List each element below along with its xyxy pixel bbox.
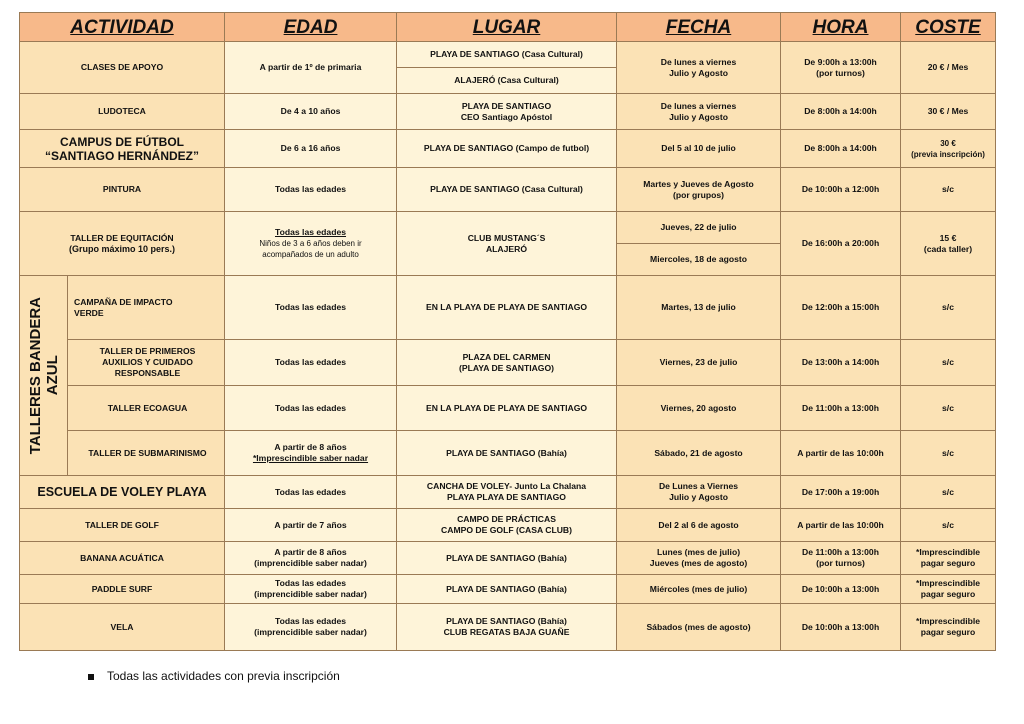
date-cell: De lunes a viernes Julio y Agosto xyxy=(617,94,781,130)
activity-name: CLASES DE APOYO xyxy=(20,42,225,94)
place-cell: CLUB MUSTANG´S ALAJERÓ xyxy=(397,212,617,276)
time-cell: De 8:00h a 14:00h xyxy=(781,94,901,130)
place-cell: CANCHA DE VOLEY- Junto La Chalana PLAYA PLAYA DE SANTIAGO xyxy=(397,476,617,509)
activity-name: TALLER DE GOLF xyxy=(20,509,225,542)
group-label: TALLERES BANDERA AZUL xyxy=(26,296,61,455)
age-cell xyxy=(225,431,397,476)
footnote-text: Todas las actividades con previa inscripción xyxy=(107,669,340,683)
date-cell: Viernes, 20 agosto xyxy=(617,386,781,431)
activity-name: PINTURA xyxy=(20,168,225,212)
activity-name: CAMPUS DE FÚTBOL “SANTIAGO HERNÁNDEZ” xyxy=(20,130,225,168)
cost-cell: *Imprescindible pagar seguro xyxy=(901,542,996,575)
age-text: Todas las edades xyxy=(275,227,347,237)
time-cell: De 10:00h a 12:00h xyxy=(781,168,901,212)
header-lugar: LUGAR xyxy=(397,13,617,42)
time-cell: De 11:00h a 13:00h (por turnos) xyxy=(781,542,901,575)
date-cell: Martes y Jueves de Agosto (por grupos) xyxy=(617,168,781,212)
date-cell: Sábado, 21 de agosto xyxy=(617,431,781,476)
time-cell: De 11:00h a 13:00h xyxy=(781,386,901,431)
date-cell: Jueves, 22 de julio xyxy=(617,212,781,244)
age-cell: Todas las edades xyxy=(225,276,397,340)
cost-cell: s/c xyxy=(901,340,996,386)
activity-name: TALLER ECOAGUA xyxy=(68,386,225,431)
cost-cell: 15 € (cada taller) xyxy=(901,212,996,276)
place-cell: PLAYA DE SANTIAGO (Casa Cultural) xyxy=(397,42,617,68)
time-cell: De 13:00h a 14:00h xyxy=(781,340,901,386)
cost-cell: s/c xyxy=(901,509,996,542)
age-cell: Todas las edades xyxy=(225,168,397,212)
place-cell: ALAJERÓ (Casa Cultural) xyxy=(397,68,617,94)
age-cell: Todas las edades (imprencidible saber nadar) xyxy=(225,575,397,604)
header-edad: EDAD xyxy=(225,13,397,42)
date-cell: Miercoles, 18 de agosto xyxy=(617,244,781,276)
place-cell: PLAZA DEL CARMEN (PLAYA DE SANTIAGO) xyxy=(397,340,617,386)
age-text: A partir de 8 años xyxy=(274,442,347,452)
date-cell: Lunes (mes de julio) Jueves (mes de agosto) xyxy=(617,542,781,575)
cost-cell: 30 € / Mes xyxy=(901,94,996,130)
header-coste: COSTE xyxy=(901,13,996,42)
date-cell: Viernes, 23 de julio xyxy=(617,340,781,386)
place-cell: PLAYA DE SANTIAGO CEO Santiago Apóstol xyxy=(397,94,617,130)
age-cell xyxy=(225,212,397,276)
age-cell: A partir de 8 años (imprencidible saber nadar) xyxy=(225,542,397,575)
place-cell: PLAYA DE SANTIAGO (Bahía) xyxy=(397,542,617,575)
place-cell: PLAYA DE SANTIAGO (Bahía) xyxy=(397,431,617,476)
age-cell: De 6 a 16 años xyxy=(225,130,397,168)
activity-name: TALLER DE SUBMARINISMO xyxy=(68,431,225,476)
cost-cell: 30 € (previa inscripción) xyxy=(901,130,996,168)
group-label-cell xyxy=(20,276,68,476)
header-fecha: FECHA xyxy=(617,13,781,42)
cost-cell: s/c xyxy=(901,431,996,476)
age-note: *Imprescindible saber nadar xyxy=(252,453,369,463)
age-cell: A partir de 7 años xyxy=(225,509,397,542)
bullet-icon xyxy=(88,674,94,680)
activity-name: TALLER DE PRIMEROS AUXILIOS Y CUIDADO RESPONSABLE xyxy=(68,340,225,386)
activity-name: LUDOTECA xyxy=(20,94,225,130)
age-cell: De 4 a 10 años xyxy=(225,94,397,130)
date-cell: De lunes a viernes Julio y Agosto xyxy=(617,42,781,94)
date-cell: Del 5 al 10 de julio xyxy=(617,130,781,168)
activity-name: BANANA ACUÁTICA xyxy=(20,542,225,575)
age-cell: Todas las edades xyxy=(225,340,397,386)
time-cell: De 16:00h a 20:00h xyxy=(781,212,901,276)
activity-name: PADDLE SURF xyxy=(20,575,225,604)
activity-name: TALLER DE EQUITACIÓN xyxy=(70,232,174,243)
cost-cell: s/c xyxy=(901,168,996,212)
cost-cell: s/c xyxy=(901,386,996,431)
activity-subtitle: (Grupo máximo 10 pers.) xyxy=(68,243,176,254)
time-cell: De 8:00h a 14:00h xyxy=(781,130,901,168)
activity-name: ESCUELA DE VOLEY PLAYA xyxy=(20,476,225,509)
activities-table xyxy=(19,12,996,651)
date-cell: Sábados (mes de agosto) xyxy=(617,604,781,651)
cost-cell: 20 € / Mes xyxy=(901,42,996,94)
place-cell: PLAYA DE SANTIAGO (Bahía) xyxy=(397,575,617,604)
footnote xyxy=(88,669,340,683)
cost-cell: s/c xyxy=(901,276,996,340)
time-cell: De 10:00h a 13:00h xyxy=(781,575,901,604)
time-cell: A partir de las 10:00h xyxy=(781,509,901,542)
date-cell: Del 2 al 6 de agosto xyxy=(617,509,781,542)
cost-cell: *Imprescindible pagar seguro xyxy=(901,575,996,604)
age-cell: Todas las edades (imprencidible saber nadar) xyxy=(225,604,397,651)
place-cell: PLAYA DE SANTIAGO (Campo de futbol) xyxy=(397,130,617,168)
date-cell: De Lunes a Viernes Julio y Agosto xyxy=(617,476,781,509)
activity-name: VELA xyxy=(20,604,225,651)
cost-cell: s/c xyxy=(901,476,996,509)
time-cell: De 9:00h a 13:00h (por turnos) xyxy=(781,42,901,94)
date-cell: Martes, 13 de julio xyxy=(617,276,781,340)
place-cell: EN LA PLAYA DE PLAYA DE SANTIAGO xyxy=(397,276,617,340)
age-cell: A partir de 1º de primaria xyxy=(225,42,397,94)
activity-name: CAMPAÑA DE IMPACTO VERDE xyxy=(68,276,225,340)
age-cell: Todas las edades xyxy=(225,386,397,431)
time-cell: De 12:00h a 15:00h xyxy=(781,276,901,340)
age-note: Niños de 3 a 6 años deben ir acompañados de un adulto xyxy=(259,239,362,259)
activity-cell xyxy=(20,212,225,276)
age-cell: Todas las edades xyxy=(225,476,397,509)
time-cell: De 17:00h a 19:00h xyxy=(781,476,901,509)
place-cell: CAMPO DE PRÁCTICAS CAMPO DE GOLF (CASA CLUB) xyxy=(397,509,617,542)
place-cell: PLAYA DE SANTIAGO (Casa Cultural) xyxy=(397,168,617,212)
header-hora: HORA xyxy=(781,13,901,42)
date-cell: Miércoles (mes de julio) xyxy=(617,575,781,604)
place-cell: EN LA PLAYA DE PLAYA DE SANTIAGO xyxy=(397,386,617,431)
place-cell: PLAYA DE SANTIAGO (Bahía) CLUB REGATAS BAJA GUAÑE xyxy=(397,604,617,651)
header-actividad: ACTIVIDAD xyxy=(20,13,225,42)
cost-cell: *Imprescindible pagar seguro xyxy=(901,604,996,651)
time-cell: A partir de las 10:00h xyxy=(781,431,901,476)
time-cell: De 10:00h a 13:00h xyxy=(781,604,901,651)
